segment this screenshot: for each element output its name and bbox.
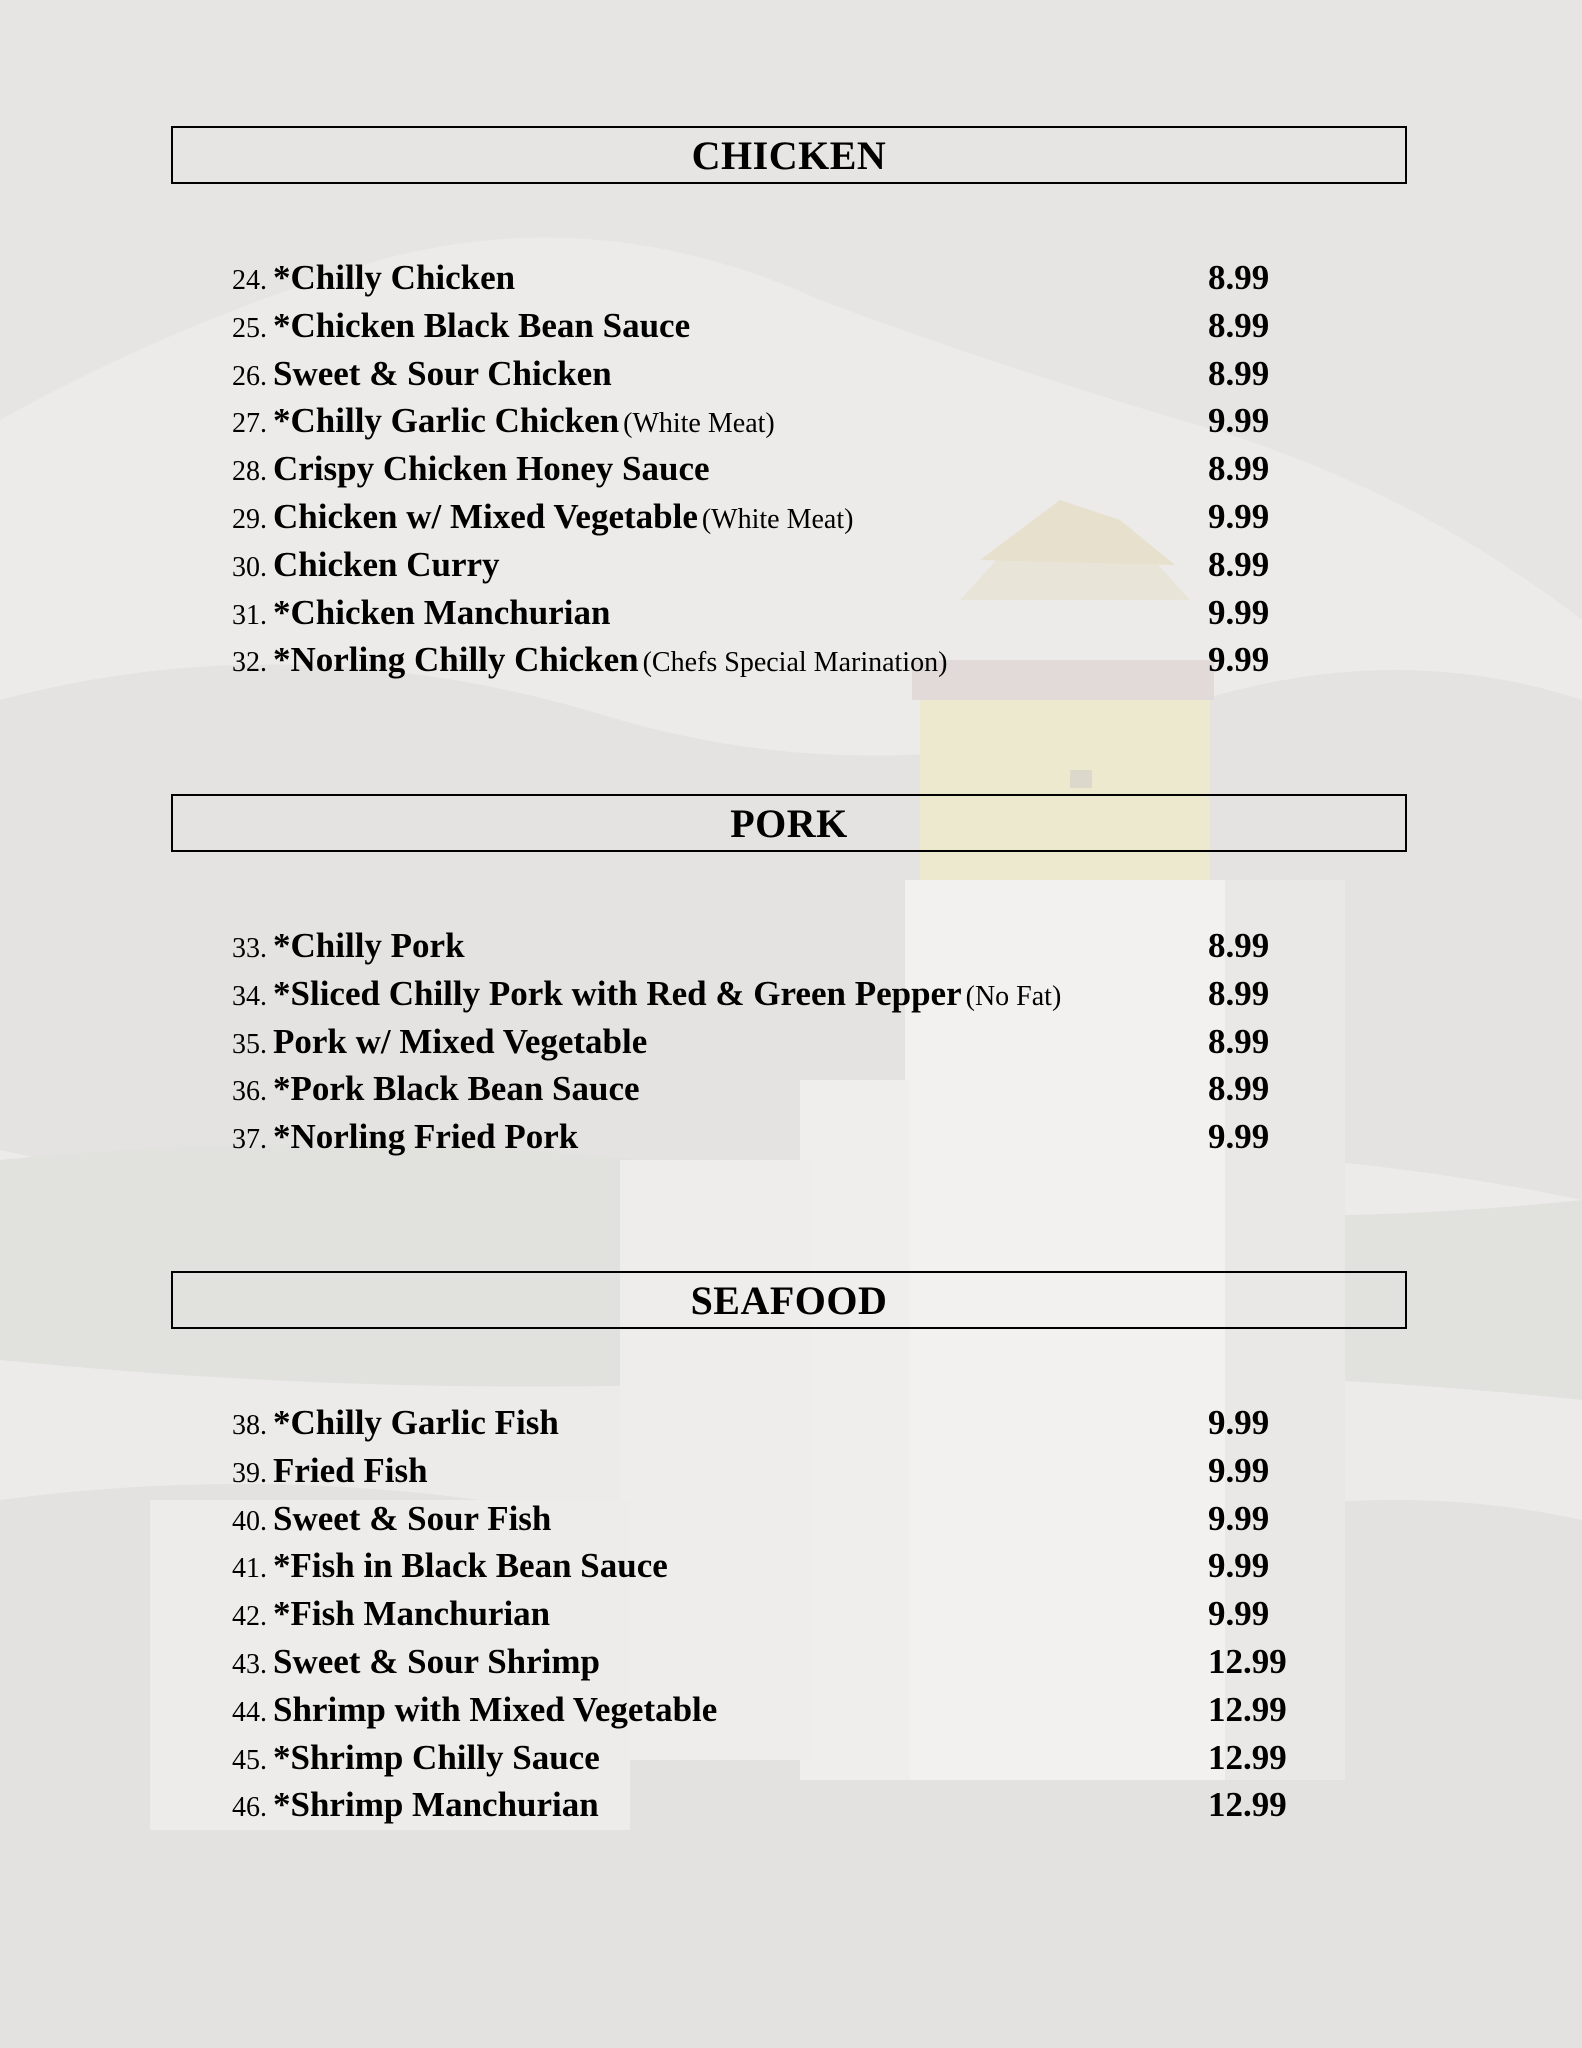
menu-item [232,1686,1382,1734]
menu-item [232,1734,1382,1782]
chicken-items [232,254,1382,684]
item-note: (White Meat) [701,503,854,535]
item-number: 35. [232,1028,267,1060]
item-name: Chicken w/ Mixed Vegetable [273,496,698,536]
item-name: Crispy Chicken Honey Sauce [273,449,710,489]
item-price: 9.99 [1208,592,1270,632]
item-price: 8.99 [1208,973,1270,1013]
item-number: 27. [232,408,267,440]
item-price: 9.99 [1208,1498,1270,1538]
item-price: 8.99 [1208,926,1270,965]
item-price: 9.99 [1208,1117,1270,1157]
item-name: *Chilly Chicken [273,258,516,297]
item-number: 29. [232,503,267,535]
item-number: 38. [232,1410,267,1441]
item-name: Shrimp with Mixed Vegetable [273,1689,718,1729]
item-price: 12.99 [1208,1641,1287,1681]
item-number: 24. [232,265,267,296]
item-number: 39. [232,1457,267,1489]
menu-item [232,1638,1382,1686]
item-number: 41. [232,1553,267,1585]
item-name: *Shrimp Manchurian [273,1785,599,1825]
item-price: 9.99 [1208,1546,1270,1586]
item-name: Sweet & Sour Fish [273,1498,552,1538]
item-name: *Sliced Chilly Pork with Red & Green Pepper [273,973,962,1013]
item-name: *Fish Manchurian [273,1594,551,1634]
item-number: 37. [232,1124,267,1156]
item-number: 33. [232,933,267,964]
item-name: Sweet & Sour Chicken [273,353,612,393]
item-price: 8.99 [1208,258,1270,297]
menu-item [232,1781,1382,1829]
menu-item [232,445,1382,493]
item-number: 45. [232,1744,267,1776]
section-heading-chicken: CHICKEN [171,126,1407,184]
menu-item [232,1495,1382,1543]
item-number: 43. [232,1648,267,1680]
menu-item [232,1447,1382,1495]
item-price: 9.99 [1208,1450,1270,1490]
seafood-items [232,1399,1382,1829]
item-number: 26. [232,360,267,392]
item-price: 12.99 [1208,1785,1287,1825]
menu-item [232,1542,1382,1590]
item-name: *Shrimp Chilly Sauce [273,1737,600,1777]
menu-item [232,350,1382,398]
item-number: 46. [232,1792,267,1824]
menu-item [232,1018,1382,1066]
item-number: 40. [232,1505,267,1537]
item-name: *Chicken Manchurian [273,592,611,632]
item-name: Pork w/ Mixed Vegetable [273,1021,648,1061]
item-number: 25. [232,312,267,344]
item-note: (Chefs Special Marination) [642,647,948,679]
item-number: 31. [232,599,267,631]
menu-item [232,1399,1382,1447]
item-name: *Chilly Pork [273,926,465,965]
item-name: *Norling Chilly Chicken [273,640,639,680]
item-name: *Norling Fried Pork [273,1117,579,1157]
menu-item [232,922,1382,970]
item-number: 28. [232,456,267,488]
pork-items [232,922,1382,1161]
item-price: 8.99 [1208,1069,1270,1109]
item-price: 8.99 [1208,353,1270,393]
menu-item [232,1065,1382,1113]
item-price: 12.99 [1208,1689,1287,1729]
item-price: 8.99 [1208,305,1270,345]
item-name: Fried Fish [273,1450,428,1490]
item-name: Chicken Curry [273,544,500,584]
item-note: (White Meat) [623,408,775,440]
item-number: 32. [232,647,267,679]
item-price: 8.99 [1208,544,1270,584]
item-name: *Chilly Garlic Fish [273,1403,559,1442]
item-note: (No Fat) [965,980,1062,1012]
menu-item [232,493,1382,541]
menu-item [232,970,1382,1018]
item-name: *Fish in Black Bean Sauce [273,1546,668,1586]
menu-item [232,302,1382,350]
item-price: 9.99 [1208,640,1270,680]
item-number: 30. [232,551,267,583]
menu-item [232,1113,1382,1161]
section-heading-pork: PORK [171,794,1407,852]
item-price: 9.99 [1208,1594,1270,1634]
item-number: 36. [232,1076,267,1108]
item-name: Sweet & Sour Shrimp [273,1641,601,1681]
item-price: 9.99 [1208,401,1270,441]
item-price: 8.99 [1208,449,1270,489]
item-price: 12.99 [1208,1737,1287,1777]
item-name: *Chilly Garlic Chicken [273,401,620,441]
menu-item [232,1590,1382,1638]
item-name: *Chicken Black Bean Sauce [273,305,691,345]
item-price: 8.99 [1208,1021,1270,1061]
menu-item [232,397,1382,445]
menu-item [232,636,1382,684]
menu-item [232,254,1382,302]
item-number: 44. [232,1696,267,1728]
item-number: 42. [232,1601,267,1633]
section-heading-seafood: SEAFOOD [171,1271,1407,1329]
item-name: *Pork Black Bean Sauce [273,1069,640,1109]
item-price: 9.99 [1208,1403,1270,1442]
item-price: 9.99 [1208,496,1270,536]
item-number: 34. [232,980,267,1012]
menu-item [232,541,1382,589]
menu-item [232,589,1382,637]
